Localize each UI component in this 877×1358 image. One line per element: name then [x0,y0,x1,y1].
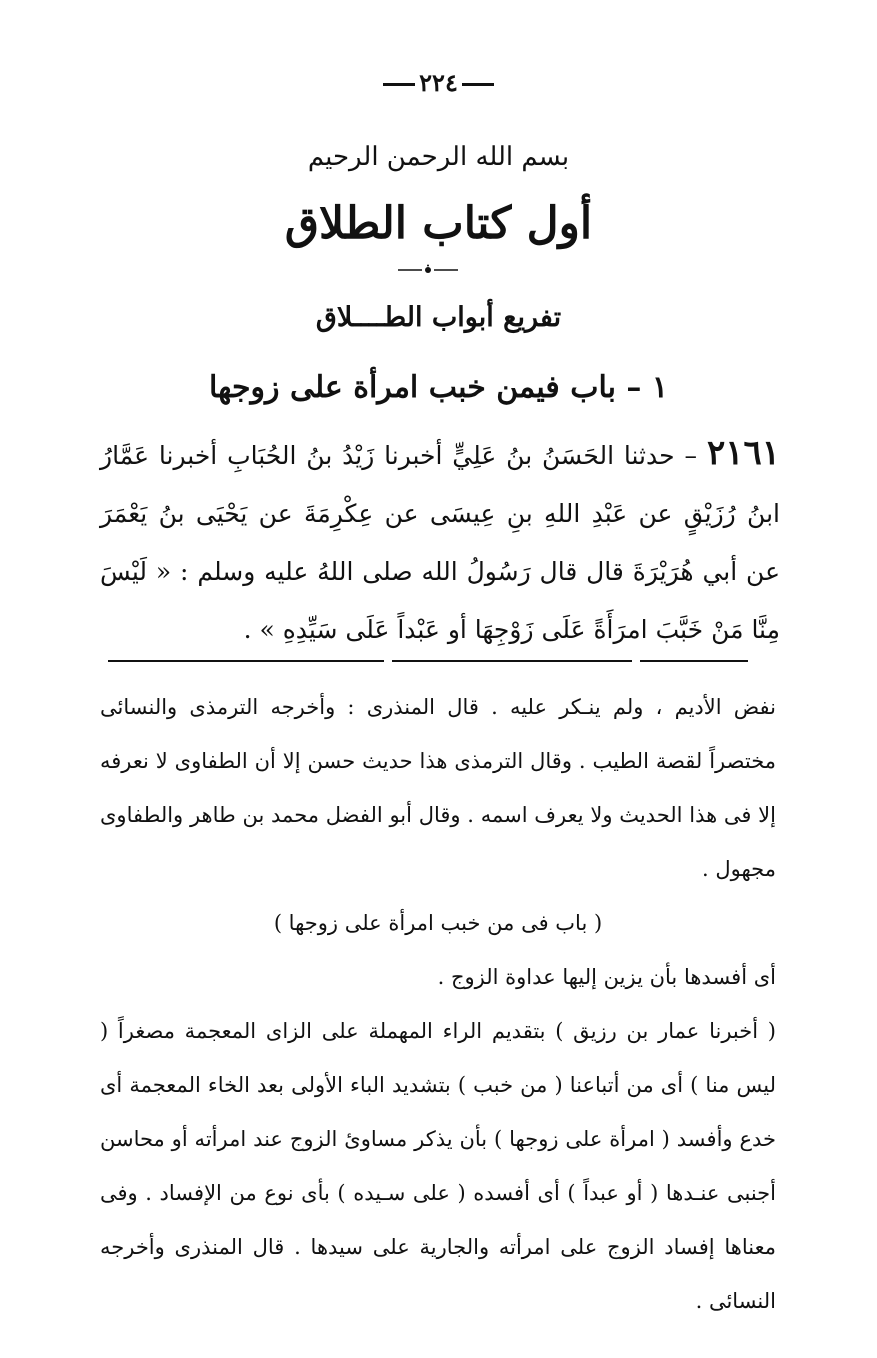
page-number-dash-left [383,83,415,86]
divider-segment [392,660,632,662]
commentary [100,680,776,1328]
section-title: تفريع أبواب الطــــلاق [315,302,562,333]
chapter-heading: ١ – باب فيمن خبب امرأة على زوجها [209,370,668,405]
commentary-paragraph: ( أخبرنا عمار بن رزيق ) بتقديم الراء المهملة على الزاى المعجمة مصغراً ( ليس منا ) أى من أتباعنا ( من خبب ) بتشديد الباء الأولى بعد الخاء المعجمة أى خدع وأفسد ( امرأة على زوجها ) بأن يذكر مساوئ الزوج عند امرأته أو محاسن أجنبى عنـدها ( أو عبداً ) أى أفسده ( على سـيده ) بأى نوع من الإفساد . وفى معناها إفساد الزوج على امرأته والجارية على سيدها . قال المنذرى وأخرجه النسائى . [100,1019,776,1313]
commentary-paragraph: نفض الأديم ، ولم ينـكر عليه . قال المنذرى : وأخرجه الترمذى والنسائى مختصراً لقصة الطيب . وقال الترمذى هذا حديث حسن إلا أن الطفاوى لا نعرفه إلا فى هذا الحديث ولا يعرف اسمه . وقال أبو الفضل محمد بن طاهر والطفاوى مجهول . [100,695,776,881]
book-title: أول كتاب الطلاق [284,198,593,249]
hadith-body: – حدثنا الحَسَنُ بنُ عَلِيٍّ أخبرنا زَيْدُ بنُ الحُبَابِ أخبرنا عَمَّارُ ابنُ رُزَيْقٍ عن عَبْدِ اللهِ بنِ عِيسَى عن عِكْرِمَةَ عن يَحْيَى بنُ يَعْمَرَ عن أبي هُرَيْرَةَ قال قال رَسُولُ الله صلى اللهُ عليه وسلم : « لَيْسَ مِنَّا مَنْ خَبَّبَ امرَأَةً عَلَى زَوْجِهَا أو عَبْداً عَلَى سَيِّدِهِ » . [100,441,780,644]
basmala: بسم الله الرحمن الرحيم [307,142,570,172]
ornament-divider [398,264,458,276]
divider-segment [108,660,384,662]
commentary-chapter-heading: ( باب فى من خبب امرأة على زوجها ) [273,911,603,935]
page-number-text: ٢٢٤ [419,68,458,97]
page-number [0,68,877,97]
commentary-paragraph: أى أفسدها بأن يزين إليها عداوة الزوج . [437,965,776,989]
page-number-dash-right [462,83,494,86]
hadith-text [100,424,780,659]
divider-segment [640,660,748,662]
hadith-number: ٢١٦١ [706,433,780,473]
